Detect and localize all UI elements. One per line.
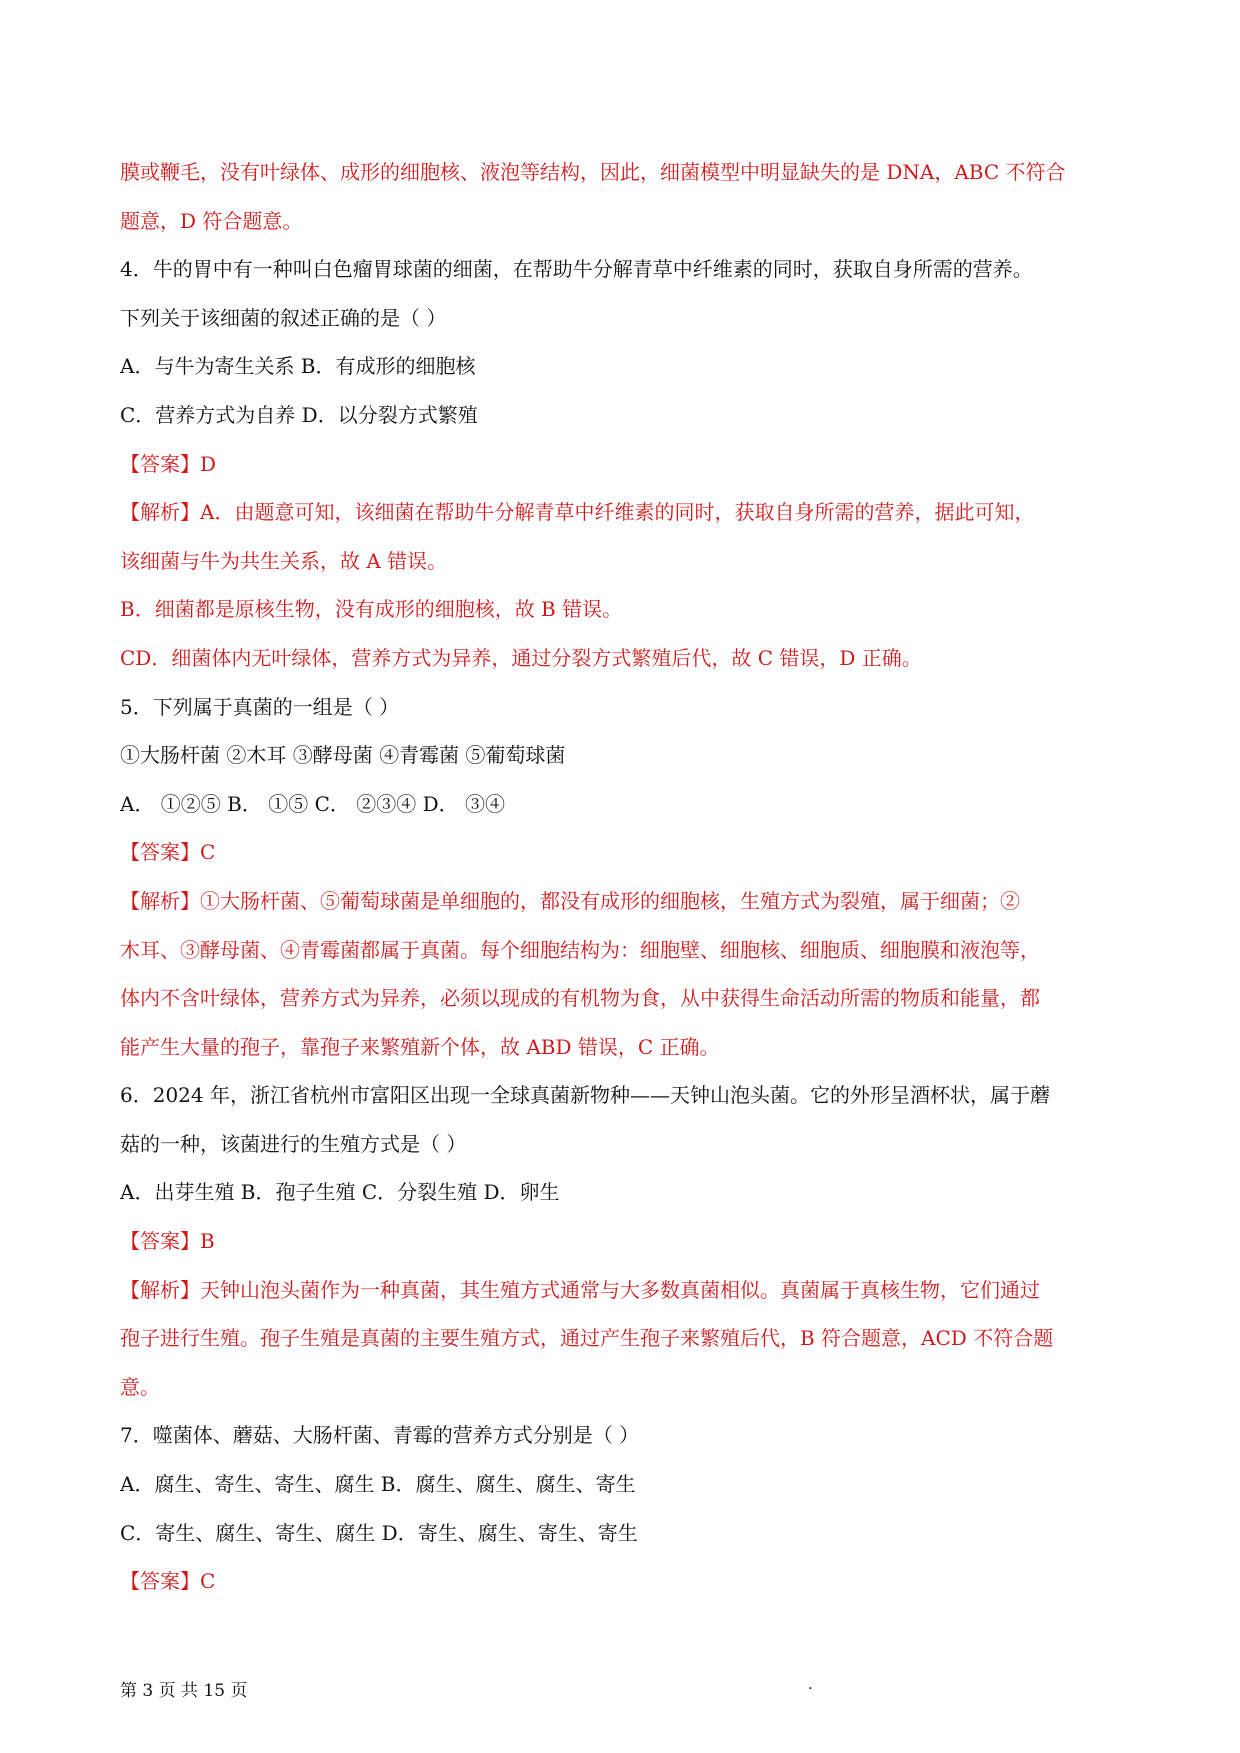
answer-text-line: 孢子进行生殖。孢子生殖是真菌的主要生殖方式，通过产生孢子来繁殖后代，B 符合题意，ACD 不符合题	[120, 1326, 1054, 1351]
answer-text-line: 【答案】C	[120, 1569, 216, 1594]
answer-text-line: 【答案】D	[120, 451, 217, 476]
footer-dot: .	[808, 1674, 813, 1693]
answer-text-line: 意。	[120, 1374, 160, 1399]
answer-text-line: 【答案】C	[120, 840, 216, 865]
answer-text-line: 题意，D 符合题意。	[120, 208, 303, 233]
page-content	[120, 148, 1130, 1606]
answer-text-line: 【解析】A．由题意可知，该细菌在帮助牛分解青草中纤维素的同时，获取自身所需的营养，据此可知，	[120, 500, 1035, 525]
answer-text-line: 木耳、③酵母菌、④青霉菌都属于真菌。每个细胞结构为：细胞壁、细胞核、细胞质、细胞膜和液泡等，	[120, 937, 1040, 962]
question-text-line: 6．2024 年，浙江省杭州市富阳区出现一全球真菌新物种——天钟山泡头菌。它的外形呈酒杯状，属于蘑	[120, 1083, 1050, 1108]
answer-text-line: 体内不含叶绿体，营养方式为异养，必须以现成的有机物为食，从中获得生命活动所需的物质和能量，都	[120, 986, 1040, 1011]
answer-text-line: 【解析】天钟山泡头菌作为一种真菌，其生殖方式通常与大多数真菌相似。真菌属于真核生物，它们通过	[120, 1277, 1040, 1302]
question-text-line: C．营养方式为自养 D．以分裂方式繁殖	[120, 402, 478, 427]
answer-text-line: 【解析】①大肠杆菌、⑤葡萄球菌是单细胞的，都没有成形的细胞核，生殖方式为裂殖，属于细菌；②	[120, 888, 1020, 913]
page-number: 第 3 页 共 15 页	[120, 1681, 248, 1701]
question-text-line: 5．下列属于真菌的一组是（ ）	[120, 694, 400, 719]
question-text-line: A． ①②⑤ B． ①⑤ C． ②③④ D． ③④	[120, 791, 505, 816]
answer-text-line: 该细菌与牛为共生关系，故 A 错误。	[120, 548, 448, 573]
answer-text-line: B．细菌都是原核生物，没有成形的细胞核，故 B 错误。	[120, 597, 623, 622]
answer-text-line: CD．细菌体内无叶绿体，营养方式为异养，通过分裂方式繁殖后代，故 C 错误，D 正确。	[120, 645, 922, 670]
answer-text-line: 能产生大量的孢子，靠孢子来繁殖新个体，故 ABD 错误，C 正确。	[120, 1034, 720, 1059]
question-text-line: A．与牛为寄生关系 B．有成形的细胞核	[120, 354, 476, 379]
answer-text-line: 【答案】B	[120, 1229, 215, 1254]
question-text-line: 菇的一种，该菌进行的生殖方式是（ ）	[120, 1131, 467, 1156]
question-text-line: ①大肠杆菌 ②木耳 ③酵母菌 ④青霉菌 ⑤葡萄球菌	[120, 743, 566, 768]
question-text-line: C．寄生、腐生、寄生、腐生 D．寄生、腐生、寄生、寄生	[120, 1520, 638, 1545]
question-text-line: 4．牛的胃中有一种叫白色瘤胃球菌的细菌，在帮助牛分解青草中纤维素的同时，获取自身所需的营养。	[120, 257, 1033, 282]
question-text-line: 下列关于该细菌的叙述正确的是（ ）	[120, 305, 447, 330]
answer-text-line: 膜或鞭毛，没有叶绿体、成形的细胞核、液泡等结构，因此，细菌模型中明显缺失的是 DNA，ABC 不符合	[120, 160, 1066, 184]
question-text-line: 7．噬菌体、蘑菇、大肠杆菌、青霉的营养方式分别是（ ）	[120, 1423, 640, 1448]
question-text-line: A．腐生、寄生、寄生、腐生 B．腐生、腐生、腐生、寄生	[120, 1472, 636, 1497]
question-text-line: A．出芽生殖 B．孢子生殖 C．分裂生殖 D．卵生	[120, 1180, 560, 1205]
